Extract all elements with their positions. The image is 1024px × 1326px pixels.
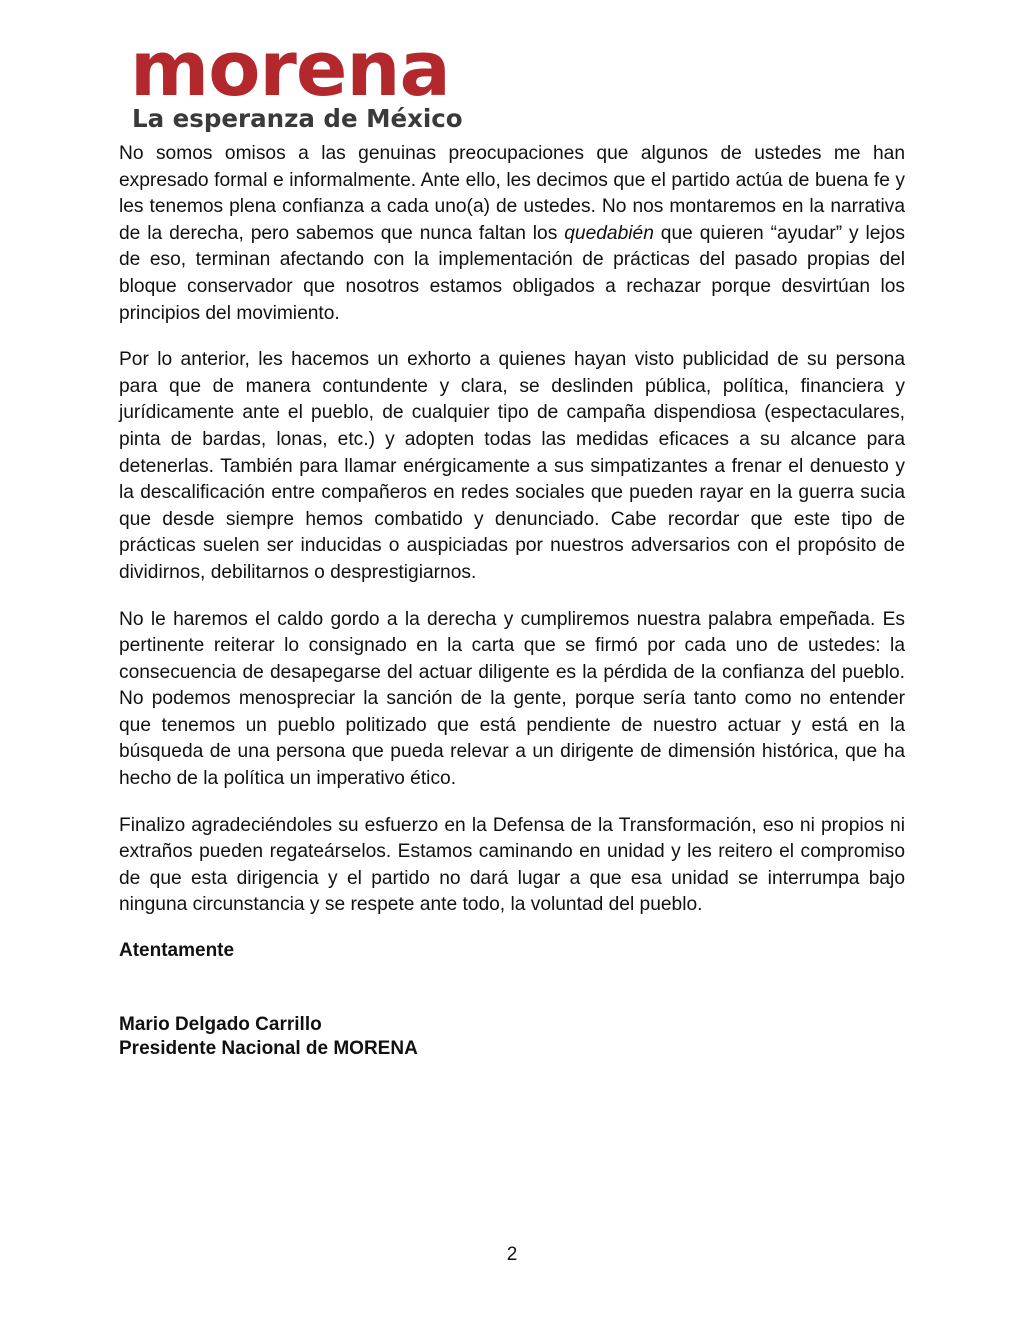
morena-logo <box>130 24 463 134</box>
paragraph-1 <box>119 141 905 327</box>
paragraph-1-emphasis: quedabién <box>564 222 654 244</box>
logo-tagline: La esperanza de México <box>132 104 463 133</box>
paragraph-2: Por lo anterior, les hacemos un exhorto a quienes hayan visto publicidad de su persona para que de manera contundente y clara, se deslinden pública, política, financiera y jurídicamente ante el pueblo, de cualquier tipo de campaña dispendiosa (espectaculares, pinta de bardas, lonas, etc.) y adopten todas las medidas eficaces a su alcance para detenerlas. También para llamar enérgicamente a sus simpatizantes a frenar el denuesto y la descalificación entre compañeros en redes sociales que pueden rayar en la guerra sucia que desde siempre hemos combatido y denunciado. Cabe recordar que este tipo de prácticas suelen ser inducidas o auspiciadas por nuestros adversarios con el propósito de dividirnos, debilitarnos o desprestigiarnos. <box>119 349 905 583</box>
paragraph-3: No le haremos el caldo gordo a la derecha y cumpliremos nuestra palabra empeñada. Es pertinente reiterar lo consignado en la carta que se firmó por cada uno de ustedes: la consecuencia de desapegarse del actuar diligente es la pérdida de la confianza del pueblo. No podemos menospreciar la sanción de la gente, porque sería tanto como no entender que tenemos un pueblo politizado que está pendiente de nuestro actuar y está en la búsqueda de una persona que pueda relevar a un dirigente de dimensión histórica, que ha hecho de la política un imperativo ético. <box>119 608 905 790</box>
signature-name: Mario Delgado Carrillo <box>119 1014 322 1036</box>
letter-body <box>119 141 905 1061</box>
paragraph-1-text-before: No somos omisos a las genuinas preocupaciones que algunos de ustedes me han expresado formal e informalmente. Ante ello, les decimos que el partido actúa de buena fe y les tenemos plena confianza a cada uno(a) de ustedes. No nos montaremos en la narrativa de la derecha, pero sabemos que nunca faltan los <box>119 143 905 244</box>
logo-wordmark: morena <box>130 24 450 113</box>
paragraph-1-text-after: que quieren “ayudar” y lejos de eso, terminan afectando con la implementación de prácticas del pasado propias del bloque conservador que nosotros estamos obligados a rechazar porque desvirtúan los principios del movimiento. <box>119 222 905 324</box>
paragraph-4: Finalizo agradeciéndoles su esfuerzo en la Defensa de la Transformación, eso ni propios ni extraños pueden regateárselos. Estamos caminando en unidad y les reitero el compromiso de que esta dirigencia y el partido no dará lugar a que esa unidad se interrumpa bajo ninguna circunstancia y se respete ante todo, la voluntad del pueblo. <box>119 814 905 916</box>
signature-title: Presidente Nacional de MORENA <box>119 1038 418 1060</box>
page-number: 2 <box>506 1244 518 1265</box>
signature-block <box>119 1013 905 1061</box>
closing-salutation: Atentamente <box>119 940 235 962</box>
